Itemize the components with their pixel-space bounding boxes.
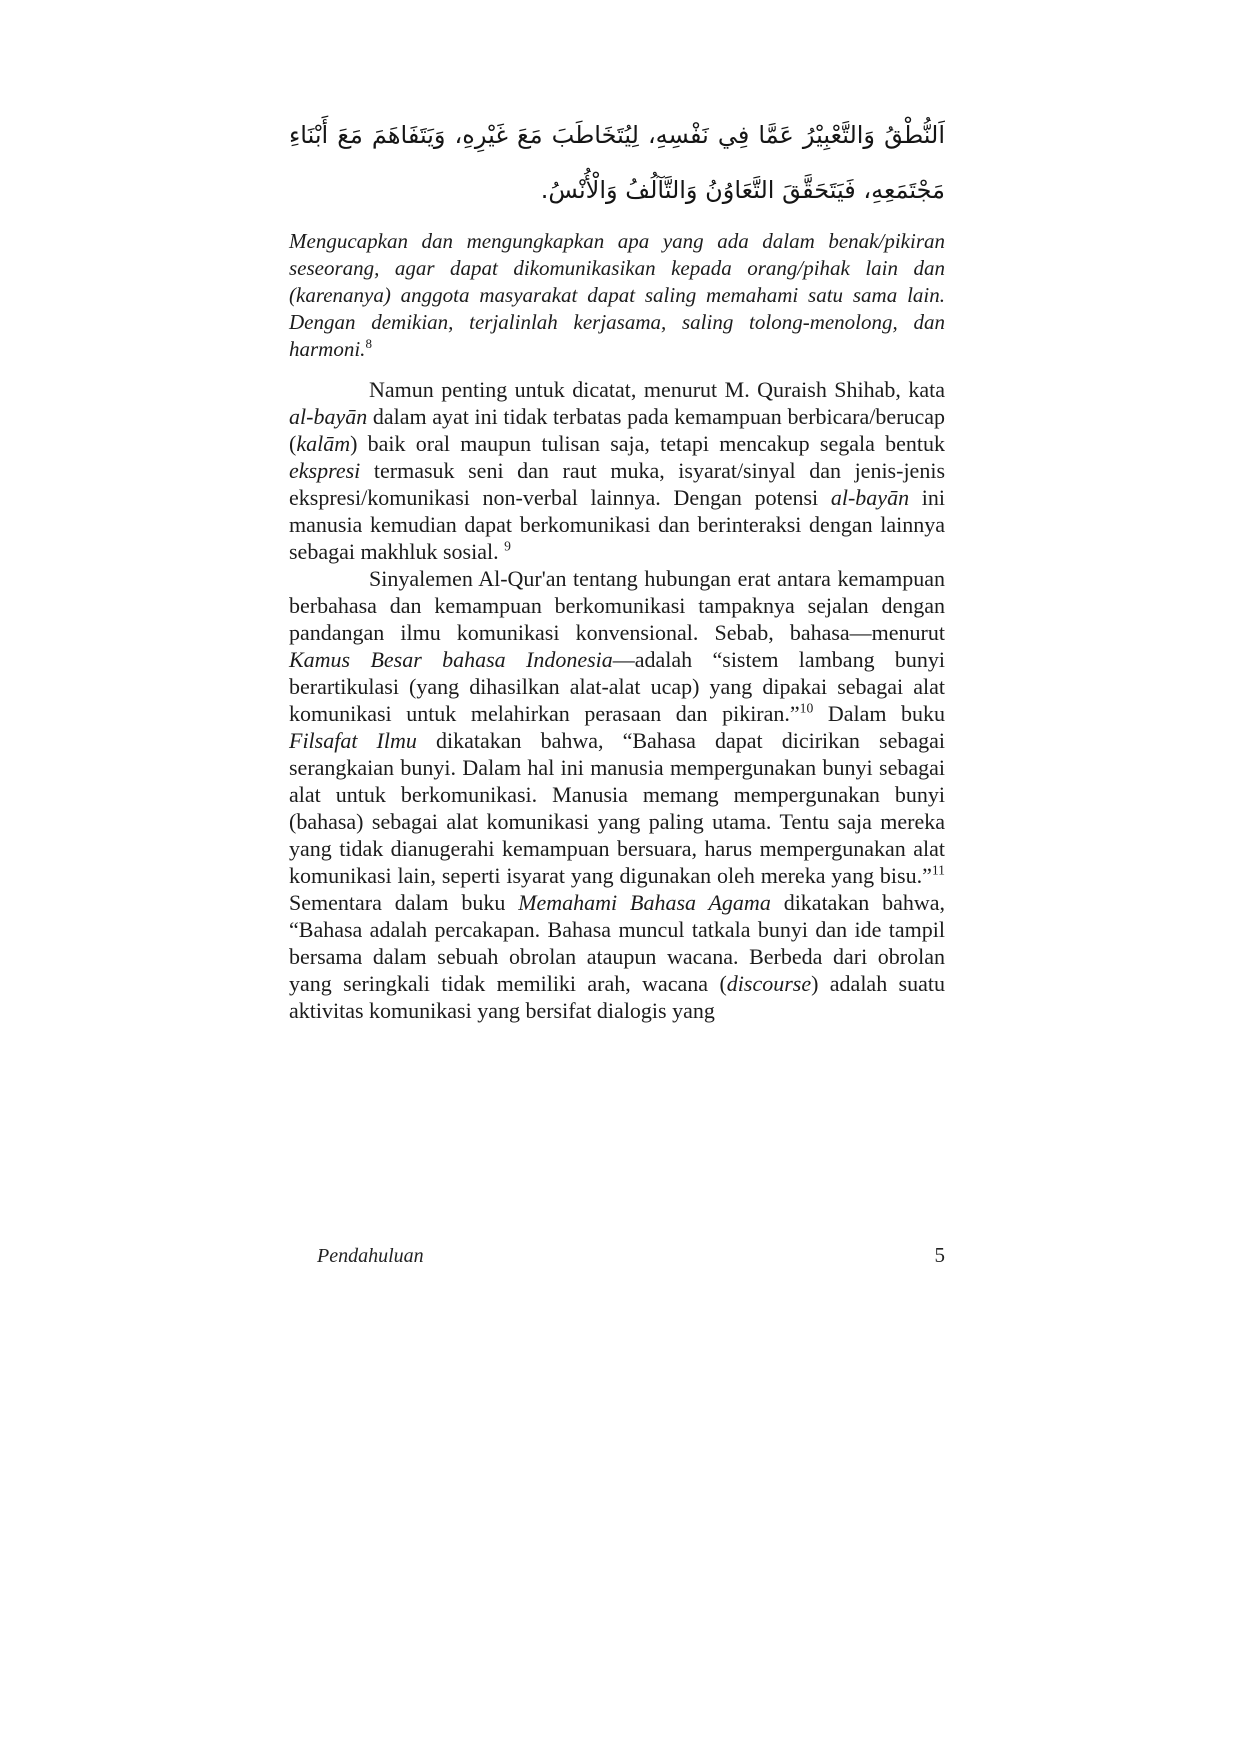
paragraph-2: Sinyalemen Al-Qur'an tentang hubungan erat antara kemampuan berbahasa dan kemampuan berkomunikasi tampaknya sejalan dengan pandangan ilmu komunikasi konvensional. Sebab, bahasa—menurut Kamus Besar bahasa Indonesia—adalah “sistem lambang bunyi berartikulasi (yang dihasilkan alat-alat ucap) yang dipakai sebagai alat komunikasi untuk melahirkan perasaan dan pikiran.”$^{10}$ Dalam buku Filsafat Ilmu dikatakan bahwa, “Bahasa dapat dicirikan sebagai serangkaian bunyi. Dalam hal ini manusia mempergunakan bunyi sebagai alat untuk berkomunikasi. Manusia memang mempergunakan bunyi (bahasa) sebagai alat komunikasi yang paling utama. Tentu saja mereka yang tidak dianugerahi kemampuan bersuara, harus mempergunakan alat komunikasi lain, seperti isyarat yang digunakan oleh mereka yang bisu.”$^{11}$ Sementara dalam buku Memahami Bahasa Agama dikatakan bahwa, “Bahasa adalah percakapan. Bahasa muncul tatkala bunyi dan ide tampil bersama dalam sebuah obrolan ataupun wacana. Berbeda dari obrolan yang seringkali tidak memiliki arah, wacana (discourse) adalah suatu aktivitas komunikasi yang bersifat dialogis yang	[289, 566, 946, 1023]
footer-chapter-title: Pendahuluan	[317, 1245, 424, 1267]
page-body	[289, 108, 945, 1024]
page-number: 5	[934, 1243, 945, 1267]
translation-quote: Mengucapkan dan mengungkapkan apa yang ada dalam benak/pikiran seseorang, agar dapat dikomunikasikan kepada orang/pihak lain dan (karenanya) anggota masyarakat dapat saling memahami satu sama lain. Dengan demikian, terjalinlah kerjasama, saling tolong-menolong, dan harmoni.$^8$	[289, 229, 945, 361]
arabic-line-2: مَجْتَمَعِهِ، فَيَتَحَقَّقَ التَّعَاوُنُ وَالتَّآلُفُ وَالْأُنْسُ.	[540, 176, 945, 204]
arabic-quote-block	[289, 108, 945, 218]
arabic-line-1: اَلنُّطْقُ وَالتَّعْبِيْرُ عَمَّا فِي نَفْسِهِ، لِيُتَخَاطَبَ مَعَ غَيْرِهِ، وَيَتَفَاهَمَ مَعَ أَبْنَاءِ	[289, 121, 945, 149]
page-footer	[289, 1243, 945, 1268]
paragraph-1: Namun penting untuk dicatat, menurut M. Quraish Shihab, kata al-bayān dalam ayat ini tidak terbatas pada kemampuan berbicara/berucap (kalām) baik oral maupun tulisan saja, tetapi mencakup segala bentuk ekspresi termasuk seni dan raut muka, isyarat/sinyal dan jenis-jenis ekspresi/komunikasi non-verbal lainnya. Dengan potensi al-bayān ini manusia kemudian dapat berkomunikasi dan berinteraksi dengan lainnya sebagai makhluk sosial. $^9$	[289, 377, 945, 564]
